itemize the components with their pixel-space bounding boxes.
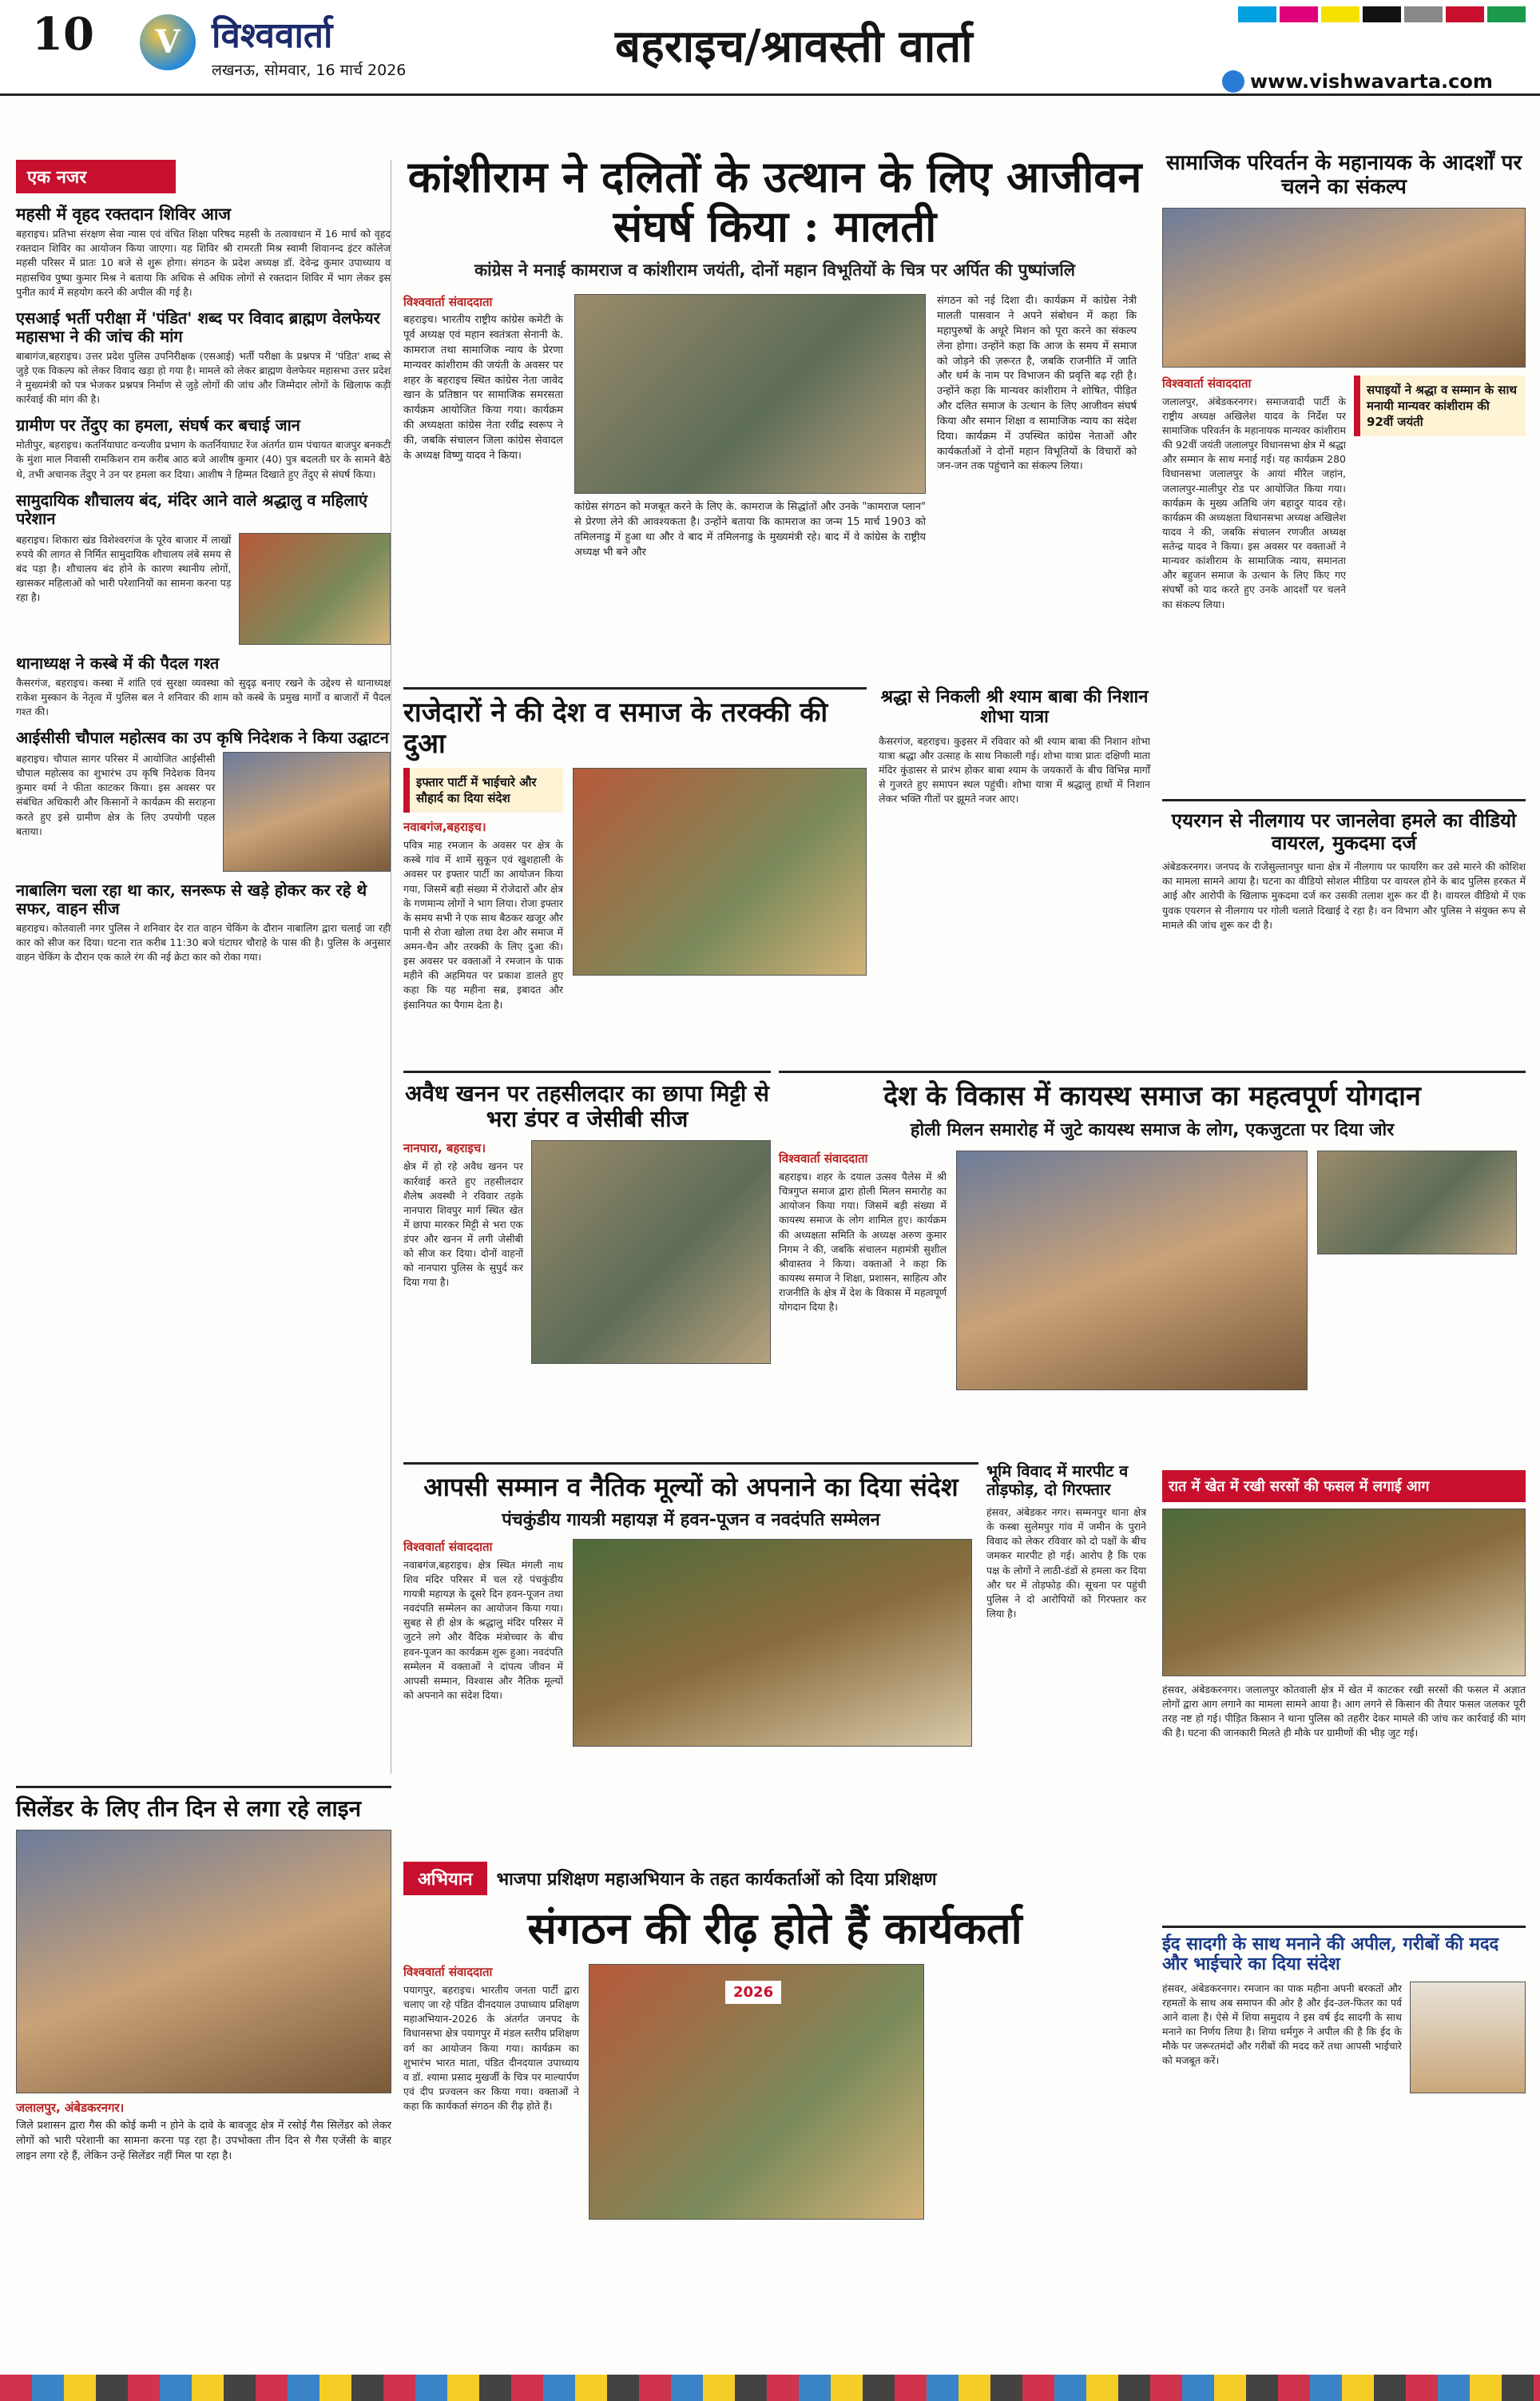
mining-byline: नानपारा, बहराइच। <box>403 1141 486 1156</box>
land-dispute-headline: भूमि विवाद में मारपीट व तोड़फोड़, दो गिरफ्तार <box>986 1461 1129 1499</box>
toilet-photo <box>239 533 391 645</box>
website-link[interactable]: www.vishwavarta.com <box>1250 70 1493 93</box>
kayastha-photo-small <box>1317 1151 1517 1254</box>
crop-fire-text: हंसवर, अंबेडकरनगर। जलालपुर कोतवाली क्षेत्र में खेत में काटकर रखी सरसों की फसल में अज्ञात लोगों द्वारा आग लगाने का मामला सामने आया है। आग लगने से किसान की तैयार फसल जलकर पूरी तरह नष्ट हो गई। पीड़ित किसान ने थाना पुलिस को तहरीर देकर मामले की जांच कर कार्रवाई की मांग की है। घटना की जानकारी मिलते ही मौके पर ग्रामीणों की भीड़ जुट गई। <box>1162 1683 1526 1739</box>
right-top-text: जलालपुर, अंबेडकरनगर। समाजवादी पार्टी के राष्ट्रीय अध्यक्ष अखिलेश यादव के निर्देश पर सामाजिक परिवर्तन के महानायक मान्यवर कांशीराम की 92वीं जयंती जलालपुर विधानसभा क्षेत्र में श्रद्धा और सम्मान के साथ मनाई गई। यह कार्यक्रम 280 विधानसभा जलालपुर के आयां मीरैल जहांन, जलालपुर-मालीपुर रोड पर आयोजित किया गया। कार्यक्रम के मुख्य अतिथि जंग बहादुर यादव रहे। कार्यक्रम की अध्यक्षता विधानसभा अध्यक्ष अखिलेश यादव ने की, जबकि संचालन रणजीत अध्यक्ष सतेन्द्र यादव ने किया। इस अवसर पर वक्ताओं ने मान्यवर कांशीराम के सामाजिक न्याय, समानता और बहुजन समाज के उत्थान के लिए किए गए संघर्षों को याद करते हुए उनके आदर्शों पर चलने का संकल्प लिया। <box>1162 395 1346 610</box>
lead-subheadline: कांग्रेस ने मनाई कामराज व कांशीराम जयंती, दोनों महान विभूतियों के चित्र पर अर्पित की पुष्पांजलि <box>474 260 1075 280</box>
divider <box>1162 799 1526 801</box>
chaupal-photo <box>223 752 391 872</box>
lead-photo <box>574 294 926 494</box>
newspaper-logo-icon: V <box>140 14 196 70</box>
mining-text: क्षेत्र में हो रहे अवैध खनन पर कार्रवाई करते हुए तहसीलदार शैलेष अवस्थी ने रविवार तड़के नानपारा शिवपुर मार्ग स्थित खेत में छापा मारकर मिट्टी से भरा एक डंपर और खनन में लगी जेसीबी को सीज कर दिया। दोनों वाहनों को नानपारा पुलिस के सुपुर्द कर दिया गया है। <box>403 1160 523 1289</box>
kayastha-headline: देश के विकास में कायस्थ समाज का महत्वपूर्ण योगदान <box>883 1080 1421 1112</box>
eid-headline: ईद सादगी के साथ मनाने की अपील, गरीबों की मदद और भाईचारे का दिया संदेश <box>1162 1934 1499 1975</box>
right-top-photo <box>1162 208 1526 368</box>
divider <box>403 687 867 690</box>
iftar-callout: इफ्तार पार्टी में भाईचारे और सौहार्द का दिया संदेश <box>403 768 563 813</box>
lead-text-2: कांग्रेस संगठन को मजबूत करने के लिए के. कामराज के सिद्धांतों और उनके "कामराज प्लान" से प्रेरणा लेने की आवश्यकता है। उन्होंने बताया कि कामराज का जन्म 15 मार्च 1903 को तमिलनाडु में हुआ था और वे बाद में तमिलनाडु के मुख्यमंत्री रहे। बाद में वे कांग्रेस के राष्ट्रीय अध्यक्ष भी बने और <box>574 501 926 559</box>
kayastha-subheadline: होली मिलन समारोह में जुटे कायस्थ समाज के लोग, एकजुटता पर दिया जोर <box>910 1120 1395 1141</box>
gas-cylinder-story <box>16 1786 391 2369</box>
page-number: 10 <box>32 8 94 61</box>
lead-headline: कांशीराम ने दलितों के उत्थान के लिए आजीवन संघर्ष किया : मालती <box>407 151 1142 252</box>
right-top-headline: सामाजिक परिवर्तन के महानायक के आदर्शों पर चलने का संकल्प <box>1165 151 1522 199</box>
gas-cylinder-headline: सिलेंडर के लिए तीन दिन से लगा रहे लाइन <box>16 1795 361 1822</box>
yagya-photo <box>573 1539 972 1747</box>
brand-name: विश्ववार्ता <box>212 15 333 56</box>
bjp-banner: 2026 <box>725 1981 781 2004</box>
shobha-headline: श्रद्धा से निकली श्री श्याम बाबा की निशान शोभा यात्रा <box>880 686 1149 728</box>
yagya-story <box>403 1462 978 1854</box>
crop-fire-photo <box>1162 1509 1526 1676</box>
eid-story <box>1162 1926 1526 2373</box>
brief-headline: ग्रामीण पर तेंदुए का हमला, संघर्ष कर बचाई जान <box>16 415 300 435</box>
globe-icon <box>1222 70 1244 93</box>
gas-queue-photo <box>16 1830 391 2093</box>
brief-headline: महसी में वृहद रक्तदान शिविर आज <box>16 204 231 224</box>
airgun-story <box>1162 799 1526 1071</box>
brief-text: कैसरगंज, बहराइच। कस्बा में शांति एवं सुरक्षा व्यवस्था को सुदृढ़ बनाए रखने के उद्देश्य से थानाध्यक्ष राकेश मुस्कान के नेतृत्व में पुलिस बल ने शनिवार की शाम को कस्बे के प्रमुख मार्गों व बाजारों में पैदल गश्त की। <box>16 676 391 718</box>
iftar-story <box>403 687 867 1039</box>
bjp-byline: विश्ववार्ता संवाददाता <box>403 1965 493 1980</box>
brief-headline: सामुदायिक शौचालय बंद, मंदिर आने वाले श्रद्धालु व महिलाएं परेशान <box>16 490 368 528</box>
shobha-text: कैसरगंज, बहराइच। कुइसर में रविवार को श्री श्याम बाबा की निशान शोभा यात्रा श्रद्धा और उत्साह के साथ निकाली गई। शोभा यात्रा प्रातः दक्षिणी माता मंदिर कुंडासर से प्रारंभ होकर बाबा श्याम के जयकारों के बीच विभिन्न मार्गों से गुजरते हुए समापन स्थल पहुंची। शोभा यात्रा में श्रद्धालु हाथों में निशान लेकर भक्ति गीतों पर झूमते नजर आए। <box>879 734 1150 805</box>
eid-text: हंसवर, अंबेडकरनगर। रमजान का पाक महीना अपनी बरकतों और रहमतों के साथ अब समापन की ओर है और ईद-उल-फितर का पर्व आने वाला है। ऐसे में शिया समुदाय ने इस वर्ष ईद सादगी के साथ मनाने का निर्णय लिया है। शिया धर्मगुरु ने अपील की है कि ईद के मौके पर जरूरतमंदों और गरीबों की मदद करें तथा आपसी भाईचारे को मजबूत करें। <box>1162 1982 1402 2067</box>
yagya-headline: आपसी सम्मान व नैतिक मूल्यों को अपनाने का दिया संदेश <box>423 1472 959 1502</box>
airgun-text: अंबेडकरनगर। जनपद के राजेसुल्तानपुर थाना क्षेत्र में नीलगाय पर फायरिंग कर उसे मारने की कोशिश का मामला सामने आया है। घटना का वीडियो सोशल मीडिया पर वायरल होने के बाद पुलिस हरकत में आई और आरोपी के खिलाफ मुकदमा दर्ज कर उसकी तलाश शुरू कर दी है। वायरल वीडियो में एक युवक एयरगन से नीलगाय पर गोली चलाते दिखाई दे रहा है। वन विभाग और पुलिस ने संयुक्त रूप से मामले की जांच शुरू कर दी है। <box>1162 861 1526 931</box>
brief-text: बहराइच। प्रतिभा संरक्षण सेवा न्यास एवं वंचित शिक्षा परिषद महसी के तत्वावधान में 16 मार्च को वृहद रक्तदान शिविर का आयोजन किया जाएगा। यह शिविर श्री रामरती मिश्र स्वामी शिवानन्द इंटर कॉलेज महसी परिसर में प्रातः 10 बजे से शुरू होगा। संगठन के प्रदेश अध्यक्ष डॉ. देवेन्द्र कुमार उपाध्याय व महासचिव पुष्पा कुमार मिश्र ने बताया कि अधिक से अधिक लोगों से रक्तदान शिविर में भाग लेकर इस पुनीत कार्य में सहयोग करने की अपील की गई है। <box>16 228 391 298</box>
shobha-yatra-story <box>879 687 1150 1039</box>
print-registration-strip <box>0 2375 1540 2401</box>
ek-nazar-label: एक नजर <box>16 160 176 193</box>
lead-story <box>403 152 1146 679</box>
bjp-photo <box>589 1964 924 2220</box>
kayastha-text: बहराइच। शहर के दयाल उत्सव पैलेस में श्री चित्रगुप्त समाज द्वारा होली मिलन समारोह का आयोजन किया गया। जिसमें बड़ी संख्या में कायस्थ समाज के लोग शामिल हुए। कार्यक्रम की अध्यक्षता समिति के अध्यक्ष अरुण कुमार निगम ने की, जबकि संचालन महामंत्री सुशील श्रीवास्तव ने किया। वक्ताओं ने कहा कि कायस्थ समाज ने शिक्षा, प्रशासन, साहित्य और राजनीति के क्षेत्र में देश के विकास में महत्वपूर्ण योगदान दिया है। <box>779 1171 947 1314</box>
gas-cylinder-byline: जलालपुर, अंबेडकरनगर। <box>16 2101 125 2116</box>
gas-cylinder-text: जिले प्रशासन द्वारा गैस की कोई कमी न होने के दावे के बावजूद क्षेत्र में रसोई गैस सिलेंडर को लेकर लोगों को भारी परेशानी का सामना करना पड़ रहा है। उपभोक्ता तीन दिन से गैस एजेंसी के बाहर लाइन लगा रहे हैं, लेकिन उन्हें सिलेंडर नहीं मिल पा रहा है। <box>16 2120 391 2162</box>
kayastha-story <box>779 1071 1526 1454</box>
brief-headline: एसआई भर्ती परीक्षा में 'पंडित' शब्द पर विवाद ब्राह्मण वेलफेयर महासभा ने की जांच की मांग <box>16 308 380 346</box>
iftar-headline: राजेदारों ने की देश व समाज के तरक्की की दुआ <box>403 697 828 761</box>
section-title: बहराइच/श्रावस्ती वार्ता <box>615 20 973 73</box>
lead-text-3: संगठन को नई दिशा दी। कार्यक्रम में कांग्रेस नेत्री मालती पासवान ने अपने संबोधन में कहा कि महापुरुषों के अधूरे मिशन को पूरा करने का संकल्प लेना होगा। उन्होंने कहा कि आज के समय में समाज को जोड़ने की ज़रूरत है, जबकि राजनीति में जाति और धर्म के नाम पर विभाजन की प्रवृत्ति बढ़ रही है। उन्होंने कहा कि मान्यवर कांशीराम ने शोषित, पीड़ित और दलित समाज के उत्थान के लिए आजीवन संघर्ष किया और समान शिक्षा व सामाजिक न्याय का संदेश दिया। कार्यक्रम में उपस्थित कांग्रेस नेताओं और कार्यकर्ताओं ने दोनों महान विभूतियों के विचारों को जन-जन तक पहुंचाने का संकल्प लिया। <box>937 295 1137 473</box>
right-top-callout: सपाइयों ने श्रद्धा व सम्मान के साथ मनायी मान्यवर कांशीराम की 92वीं जयंती <box>1354 376 1526 436</box>
iftar-text: पवित्र माह रमजान के अवसर पर क्षेत्र के कस्बे गांव में शामें सुकून एवं खुशहाली के अवसर पर इफ्तार पार्टी का आयोजन किया गया, जिसमें बड़ी संख्या में रोजेदारों और क्षेत्र के गणमान्य लोगों ने भाग लिया। रोजा इफ्तार के समय सभी ने एक साथ बैठकर खजूर और पानी से रोजा खोला तथा देश और समाज में अमन-चैन और तरक्की के लिए दुआ की। इस अवसर पर वक्ताओं ने रमजान के पाक महीने की अहमियत पर प्रकाश डालते हुए कहा कि यह महीना सब्र, इबादत और इंसानियत का पैगाम देता है। <box>403 839 563 1011</box>
airgun-headline: एयरगन से नीलगाय पर जानलेवा हमले का वीडियो वायरल, मुकदमा दर्ज <box>1171 809 1517 854</box>
mining-story <box>403 1071 771 1454</box>
bjp-training-story <box>403 1862 1146 2369</box>
divider <box>16 1786 391 1788</box>
brief-text: बहराइच। शिकारा खंड विशेश्वरगंज के पूरेव बाजार में लाखों रुपये की लागत से निर्मित सामुदायिक शौचालय लंबे समय से बंद पड़ा है। शौचालय बंद होने के कारण स्थानीय लोगों, खासकर महिलाओं को भारी परेशानियों का सामना करना पड़ रहा है। <box>16 533 232 604</box>
yagya-subheadline: पंचकुंडीय गायत्री महायज्ञ में हवन-पूजन व नवदंपति सम्मेलन <box>502 1509 880 1530</box>
iftar-photo <box>573 768 867 976</box>
right-top-byline: विश्ववार्ता संवाददाता <box>1162 376 1252 391</box>
crop-fire-headline: रात में खेत में रखी सरसों की फसल में लगाई आग <box>1162 1470 1526 1502</box>
yagya-text: नवाबगंज,बहराइच। क्षेत्र स्थित मंगली नाथ शिव मंदिर परिसर में चल रहे पंचकुंडीय गायत्री महायज्ञ के दूसरे दिन हवन-पूजन तथा नवदंपति सम्मेलन का आयोजन किया गया। सुबह से ही क्षेत्र के श्रद्धालु मंदिर परिसर में जुटने लगे और वैदिक मंत्रोच्चार के बीच हवन-पूजन का कार्यक्रम शुरू हुआ। नवदंपति सम्मेलन में वक्ताओं ने दांपत्य जीवन में आपसी सम्मान, विश्वास और नैतिक मूल्यों को अपनाने का संदेश दिया। <box>403 1558 563 1701</box>
land-dispute-story <box>986 1462 1146 1854</box>
brief-text: बाबागंज,बहराइच। उत्तर प्रदेश पुलिस उपनिरीक्षक (एसआई) भर्ती परीक्षा के प्रश्नपत्र में 'पंडित' शब्द से जुड़े एक विकल्प को लेकर विवाद खड़ा हो गया है। मामले को लेकर ब्राह्मण वेलफेयर महासभा उत्तर प्रदेश ने मुख्यमंत्री को पत्र भेजकर प्रश्नपत्र निर्माण से जुड़े लोगों की जांच और जिम्मेदार लोगों के खिलाफ कड़ी कार्रवाई की मांग की है। <box>16 349 391 406</box>
divider <box>1162 1926 1526 1928</box>
iftar-byline: नवाबगंज,बहराइच। <box>403 820 486 835</box>
crop-fire-story <box>1162 1470 1526 1918</box>
campaign-label: अभियान <box>403 1862 487 1895</box>
right-top-story <box>1162 152 1526 663</box>
print-color-bar <box>1238 6 1526 22</box>
brief-headline: नाबालिग चला रहा था कार, सनरूफ से खड़े होकर कर रहे थे सफर, वाहन सीज <box>16 880 367 919</box>
kayastha-photo <box>956 1151 1308 1390</box>
bjp-headline: संगठन की रीढ़ होते हैं कार्यकर्ता <box>527 1902 1022 1954</box>
brief-text: बहराइच। कोतवाली नगर पुलिस ने शनिवार देर रात वाहन चेकिंग के दौरान नाबालिग द्वारा चलाई जा रही कार को सीज कर दिया। घटना रात करीब 11:30 बजे घंटाघर चौराहे के पास की है। पुलिस के अनुसार वाहन चेकिंग के दौरान एक काले रंग की नई क्रेटा कार को रोका गया। <box>16 922 391 964</box>
lead-byline: विश्ववार्ता संवाददाता <box>403 295 493 310</box>
left-column <box>16 160 391 1774</box>
brief-headline: थानाध्यक्ष ने कस्बे में की पैदल गश्त <box>16 653 220 673</box>
divider <box>403 1071 771 1073</box>
lead-text-1: बहराइच। भारतीय राष्ट्रीय कांग्रेस कमेटी के पूर्व अध्यक्ष एवं महान स्वतंत्रता सेनानी के. कामराज तथा सामाजिक न्याय के प्रेरणा मान्यवर कांशीराम की जयंती के अवसर पर शहर के बहराइच स्थित कांग्रेस नेता जावेद खान के प्रतिष्ठान पर सामाजिक समरसता कार्यक्रम आयोजित किया गया। कार्यक्रम की अध्यक्षता कांग्रेस नेता रवींद्र स्वरूप ने की, जबकि संचालन जिला कांग्रेस सेवादल के अध्यक्ष विष्णु यादव ने किया। <box>403 314 563 462</box>
brief-text: मोतीपुर, बहराइच। कतर्नियाघाट वन्यजीव प्रभाग के कतर्नियाघाट रेंज अंतर्गत ग्राम पंचायत बाजपुर बनकटी के मुंशा माल निवासी रामकिशन राम करीब आठ बजे आशीष कुमार (40) पुत्र बदलती घर के सामने बैठे थे, तभी अचानक तेंदुए ने उन पर हमला कर दिया। आशीष ने हिम्मत दिखाते हुए तेंदुए से संघर्ष किया। <box>16 439 391 480</box>
brief-text: बहराइच। चौपाल सागर परिसर में आयोजित आईसीसी चौपाल महोत्सव का शुभारंभ उप कृषि निदेशक विनय कुमार वर्मा ने फीता काटकर किया। इस अवसर पर संबंधित अधिकारी और किसानों ने कार्यक्रम की सराहना करते हुए इसे ग्रामीण क्षेत्र के लिए उपयोगी पहल बताया। <box>16 753 216 837</box>
kayastha-byline: विश्ववार्ता संवाददाता <box>779 1151 868 1167</box>
mining-photo <box>531 1140 771 1364</box>
brief-headline: आईसीसी चौपाल महोत्सव का उप कृषि निदेशक ने किया उद्घाटन <box>16 728 389 748</box>
divider <box>779 1071 1526 1073</box>
bjp-kicker: भाजपा प्रशिक्षण महाअभियान के तहत कार्यकर्ताओं को दिया प्रशिक्षण <box>496 1870 937 1890</box>
yagya-byline: विश्ववार्ता संवाददाता <box>403 1539 493 1554</box>
mining-headline: अवैध खनन पर तहसीलदार का छापा मिट्टी से भरा डंपर व जेसीबी सीज <box>405 1080 769 1133</box>
dateline: लखनऊ, सोमवार, 16 मार्च 2026 <box>212 62 407 79</box>
bjp-text: पयागपुर, बहराइच। भारतीय जनता पार्टी द्वारा चलाए जा रहे पंडित दीनदयाल उपाध्याय प्रशिक्षण महाअभियान-2026 के अंतर्गत जनपद के विधानसभा क्षेत्र पयागपुर में मंडल स्तरीय प्रशिक्षण वर्ग का आयोजन किया गया। कार्यक्रम का शुभारंभ भारत माता, पंडित दीनदयाल उपाध्याय व डॉ. श्यामा प्रसाद मुखर्जी के चित्र पर माल्यार्पण एवं दीप प्रज्वलन कर किया गया। वक्ताओं ने कहा कि कार्यकर्ता संगठन की रीढ़ होते हैं। <box>403 1984 579 2113</box>
land-dispute-text: हंसवर, अंबेडकर नगर। सम्मनपुर थाना क्षेत्र के कस्बा सुलेमपुर गांव में जमीन के पुराने विवाद को लेकर रविवार को दो पक्षों के बीच जमकर मारपीट हो गई। आरोप है कि एक पक्ष के लोगों ने लाठी-डंडों से हमला कर दिया और घर में तोड़फोड़ की। सूचना पर पहुंची पुलिस ने दो आरोपियों को गिरफ्तार कर लिया है। <box>986 1506 1146 1620</box>
divider <box>403 1462 978 1465</box>
portrait-photo <box>1410 1982 1526 2093</box>
